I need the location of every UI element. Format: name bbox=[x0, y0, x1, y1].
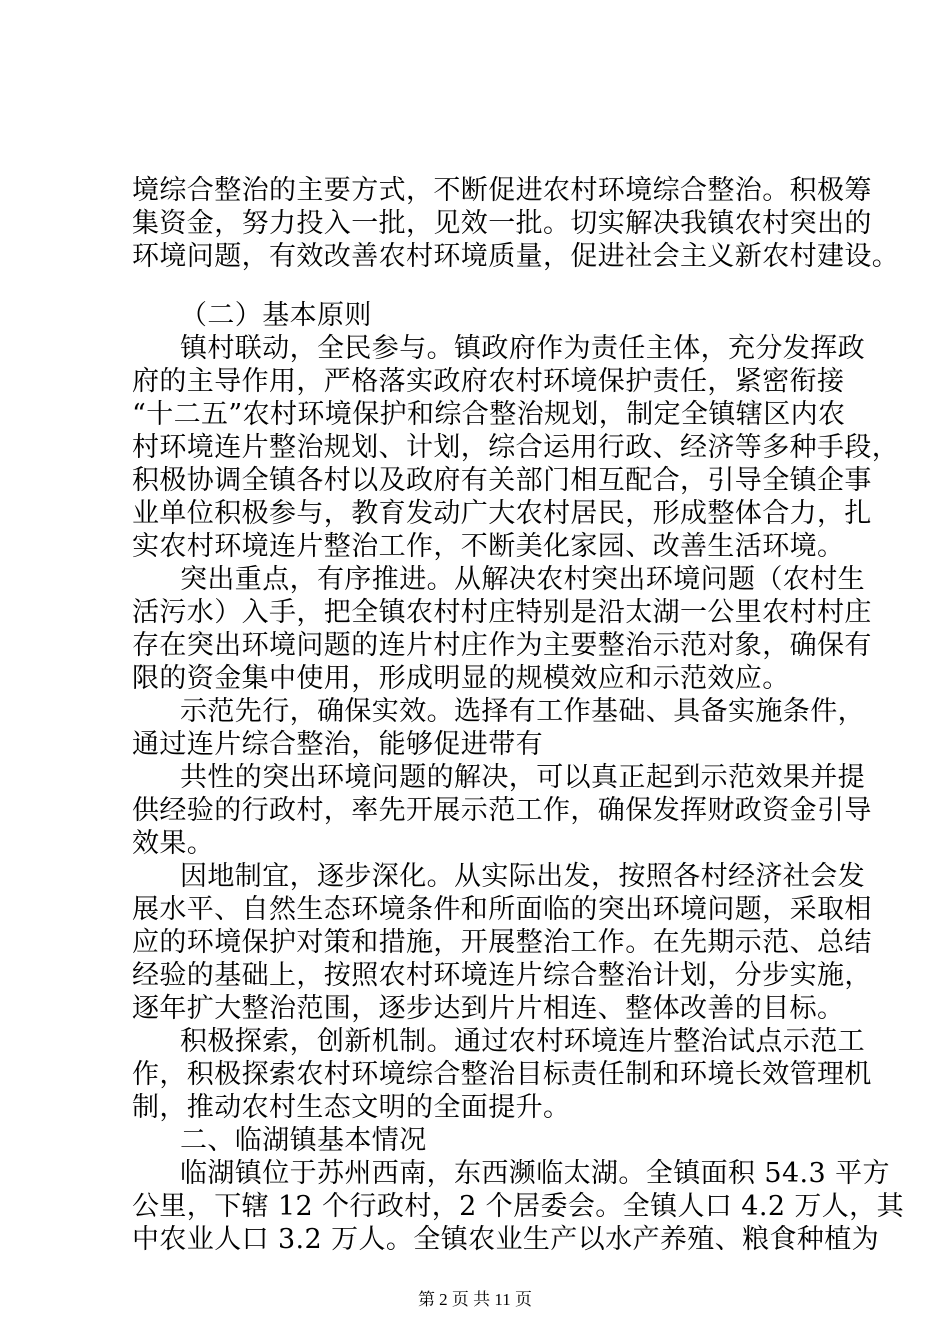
paragraph-line: 积极探索，创新机制。通过农村环境连片整治试点示范工 bbox=[180, 1026, 865, 1057]
paragraph-line: 通过连片综合整治，能够促进带有 bbox=[132, 729, 543, 760]
paragraph-line: 存在突出环境问题的连片村庄作为主要整治示范对象，确保有 bbox=[132, 630, 872, 661]
paragraph-line: 因地制宜，逐步深化。从实际出发，按照各村经济社会发 bbox=[180, 861, 865, 892]
paragraph-line: 限的资金集中使用，形成明显的规模效应和示范效应。 bbox=[132, 663, 790, 694]
paragraph-line: 村环境连片整治规划、计划，综合运用行政、经济等多种手段， bbox=[132, 432, 900, 463]
paragraph-line: 应的环境保护对策和措施，开展整治工作。在先期示范、总结 bbox=[132, 927, 872, 958]
paragraph-line: 中农业人口 3.2 万人。全镇农业生产以水产养殖、粮食种植为 bbox=[132, 1224, 880, 1255]
paragraph-line: 展水平、自然生态环境条件和所面临的突出环境问题，采取相 bbox=[132, 894, 872, 925]
paragraph-line: 镇村联动，全民参与。镇政府作为责任主体，充分发挥政 bbox=[180, 333, 865, 364]
paragraph-line: 示范先行，确保实效。选择有工作基础、具备实施条件， bbox=[180, 696, 865, 727]
paragraph-line: 境综合整治的主要方式，不断促进农村环境综合整治。积极筹 bbox=[132, 175, 872, 206]
paragraph-line: 共性的突出环境问题的解决，可以真正起到示范效果并提 bbox=[180, 762, 865, 793]
paragraph-line: 制，推动农村生态文明的全面提升。 bbox=[132, 1092, 571, 1123]
paragraph-line: 经验的基础上，按照农村环境连片综合整治计划，分步实施， bbox=[132, 960, 872, 991]
page-footer: 第 2 页 共 11 页 bbox=[417, 1290, 533, 1309]
paragraph-line: “十二五”农村环境保护和综合整治规划，制定全镇辖区内农 bbox=[132, 399, 846, 430]
paragraph-line: 作，积极探索农村环境综合整治目标责任制和环境长效管理机 bbox=[132, 1059, 872, 1090]
paragraph-line: 实农村环境连片整治工作，不断美化家园、改善生活环境。 bbox=[132, 531, 845, 562]
paragraph-line: 府的主导作用，严格落实政府农村环境保护责任，紧密衔接 bbox=[132, 366, 845, 397]
paragraph-line: 效果。 bbox=[132, 828, 215, 859]
paragraph-line: 业单位积极参与，教育发动广大农村居民，形成整体合力，扎 bbox=[132, 498, 872, 529]
paragraph-line: 环境问题，有效改善农村环境质量，促进社会主义新农村建设。 bbox=[132, 241, 900, 272]
paragraph-line: 集资金，努力投入一批，见效一批。切实解决我镇农村突出的 bbox=[132, 208, 872, 239]
section-heading: 二、临湖镇基本情况 bbox=[180, 1125, 427, 1156]
section-heading: （二）基本原则 bbox=[180, 300, 372, 331]
paragraph-line: 积极协调全镇各村以及政府有关部门相互配合，引导全镇企事 bbox=[132, 465, 872, 496]
paragraph-line: 公里，下辖 12 个行政村，2 个居委会。全镇人口 4.2 万人，其 bbox=[132, 1191, 904, 1222]
paragraph-line: 逐年扩大整治范围，逐步达到片片相连、整体改善的目标。 bbox=[132, 993, 845, 1024]
paragraph-line: 突出重点，有序推进。从解决农村突出环境问题（农村生 bbox=[180, 564, 865, 595]
paragraph-line: 临湖镇位于苏州西南，东西濒临太湖。全镇面积 54.3 平方 bbox=[180, 1158, 890, 1189]
paragraph-line: 活污水）入手，把全镇农村村庄特别是沿太湖一公里农村村庄 bbox=[132, 597, 872, 628]
paragraph-line: 供经验的行政村，率先开展示范工作，确保发挥财政资金引导 bbox=[132, 795, 872, 826]
